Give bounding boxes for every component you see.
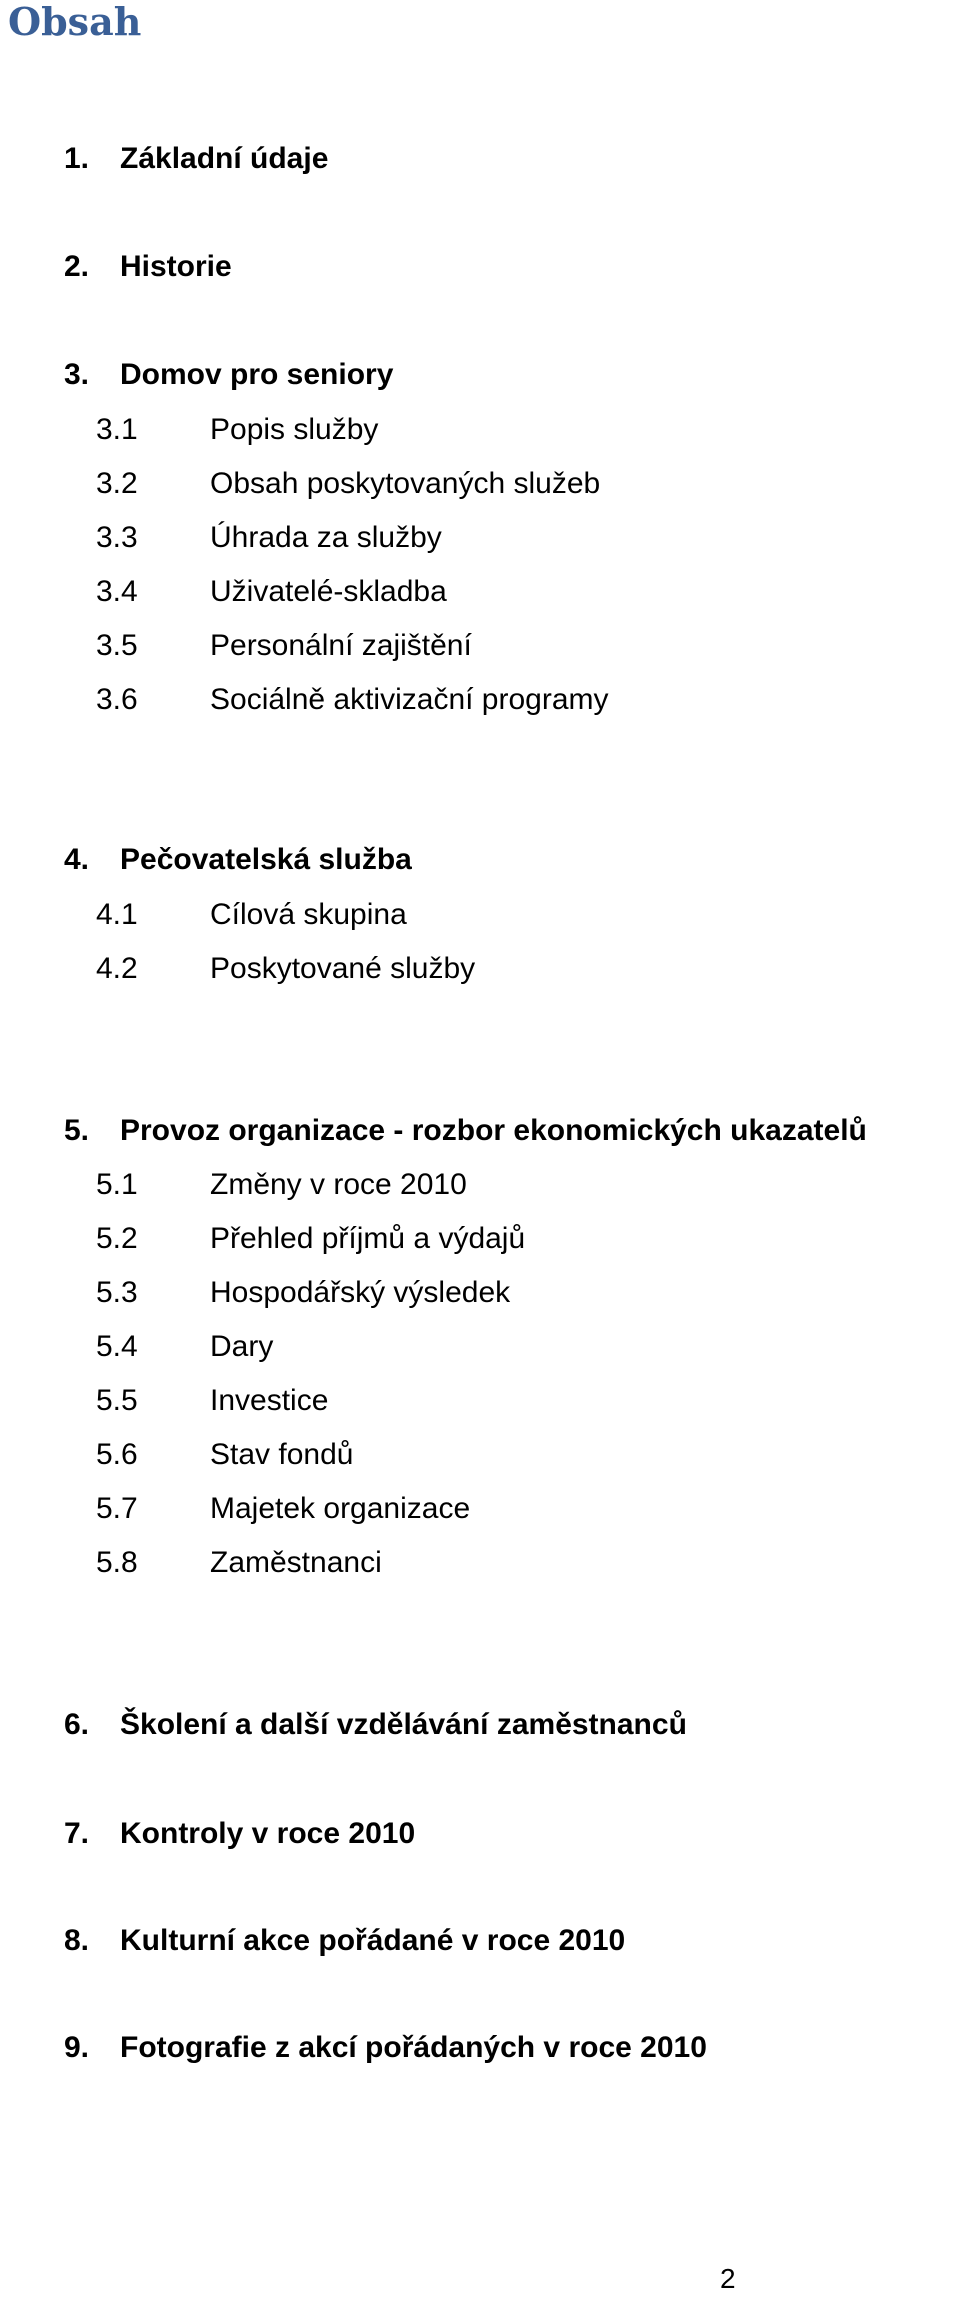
toc-number: 5.4 <box>96 1330 138 1363</box>
toc-label: Úhrada za služby <box>210 521 442 554</box>
toc-label: Provoz organizace - rozbor ekonomických ukazatelů <box>120 1114 867 1147</box>
toc-entry-5-2 <box>96 1222 525 1256</box>
toc-entry-7 <box>64 1817 415 1851</box>
toc-label: Poskytované služby <box>210 952 476 985</box>
toc-label: Personální zajištění <box>210 629 472 662</box>
toc-label: Popis služby <box>210 413 379 446</box>
toc-entry-8 <box>64 1924 625 1958</box>
toc-label: Školení a další vzdělávání zaměstnanců <box>120 1708 687 1741</box>
toc-number: 3.1 <box>96 413 138 446</box>
toc-label: Kontroly v roce 2010 <box>120 1817 416 1850</box>
toc-label: Zaměstnanci <box>210 1546 382 1579</box>
toc-number: 5.1 <box>96 1168 138 1201</box>
toc-entry-5-3 <box>96 1276 510 1310</box>
toc-number: 5.3 <box>96 1276 138 1309</box>
toc-number: 5.7 <box>96 1492 138 1525</box>
toc-entry-3-6 <box>96 683 609 717</box>
toc-label: Uživatelé-skladba <box>210 575 447 608</box>
toc-entry-5-6 <box>96 1438 353 1472</box>
toc-entry-5 <box>64 1114 867 1148</box>
toc-number: 8. <box>64 1924 90 1957</box>
toc-label: Změny v roce 2010 <box>210 1168 467 1201</box>
toc-number: 3. <box>64 358 90 391</box>
toc-entry-3-2 <box>96 467 600 501</box>
toc-number: 5. <box>64 1114 90 1147</box>
toc-label: Fotografie z akcí pořádaných v roce 2010 <box>120 2031 707 2064</box>
toc-entry-4-1 <box>96 898 407 932</box>
toc-number: 3.3 <box>96 521 138 554</box>
toc-label: Obsah poskytovaných služeb <box>210 467 601 500</box>
toc-entry-3-4 <box>96 575 447 609</box>
toc-label: Přehled příjmů a výdajů <box>210 1222 526 1255</box>
toc-entry-3-1 <box>96 413 378 447</box>
toc-entry-5-7 <box>96 1492 470 1526</box>
toc-number: 3.6 <box>96 683 138 716</box>
toc-label: Pečovatelská služba <box>120 843 412 876</box>
toc-number: 5.2 <box>96 1222 138 1255</box>
toc-label: Sociálně aktivizační programy <box>210 683 609 716</box>
toc-number: 2. <box>64 250 90 283</box>
toc-label: Dary <box>210 1330 274 1363</box>
toc-number: 9. <box>64 2031 90 2064</box>
toc-label: Základní údaje <box>120 142 329 175</box>
toc-number: 5.6 <box>96 1438 138 1471</box>
toc-label: Domov pro seniory <box>120 358 394 391</box>
toc-entry-3 <box>64 358 393 392</box>
toc-label: Kulturní akce pořádané v roce 2010 <box>120 1924 626 1957</box>
toc-label: Cílová skupina <box>210 898 407 931</box>
toc-entry-2 <box>64 250 232 284</box>
toc-entry-4-2 <box>96 952 475 986</box>
toc-entry-3-3 <box>96 521 442 555</box>
toc-number: 3.2 <box>96 467 138 500</box>
toc-entry-5-4 <box>96 1330 273 1364</box>
toc-number: 5.8 <box>96 1546 138 1579</box>
toc-number: 1. <box>64 142 90 175</box>
toc-number: 4.1 <box>96 898 138 931</box>
toc-entry-4 <box>64 843 412 877</box>
toc-number: 4.2 <box>96 952 138 985</box>
toc-label: Majetek organizace <box>210 1492 471 1525</box>
toc-number: 3.4 <box>96 575 138 608</box>
page-title: Obsah <box>8 0 142 44</box>
toc-entry-1 <box>64 142 328 176</box>
toc-number: 4. <box>64 843 90 876</box>
toc-entry-6 <box>64 1708 687 1742</box>
toc-number: 5.5 <box>96 1384 138 1417</box>
toc-label: Stav fondů <box>210 1438 354 1471</box>
toc-label: Historie <box>120 250 232 283</box>
toc-number: 7. <box>64 1817 90 1850</box>
toc-entry-5-8 <box>96 1546 382 1580</box>
page-number: 2 <box>720 2263 736 2294</box>
toc-number: 6. <box>64 1708 90 1741</box>
toc-entry-5-1 <box>96 1168 467 1202</box>
toc-number: 3.5 <box>96 629 138 662</box>
toc-entry-5-5 <box>96 1384 328 1418</box>
toc-entry-9 <box>64 2031 707 2065</box>
toc-entry-3-5 <box>96 629 472 663</box>
toc-label: Investice <box>210 1384 329 1417</box>
toc-label: Hospodářský výsledek <box>210 1276 511 1309</box>
